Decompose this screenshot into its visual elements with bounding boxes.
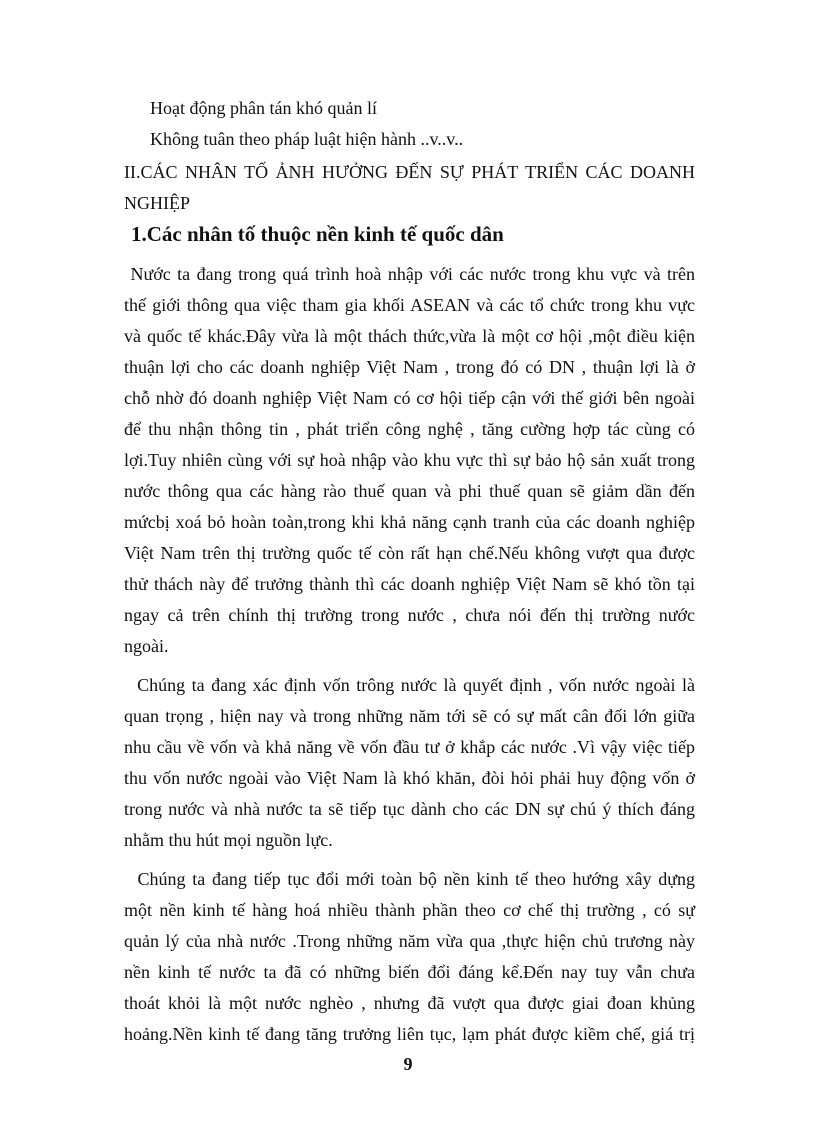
- paragraph-line: thuận lợi cho các doanh nghiệp Việt Nam , trong đó có DN , thuận lợi là ở: [124, 357, 695, 377]
- page-number: 9: [403, 1054, 413, 1074]
- paragraph-line: thu vốn nước ngoài vào Việt Nam là khó khăn, đòi hỏi phải huy động vốn ở: [124, 768, 695, 788]
- paragraph-line: ngay cả trên chính thị trường trong nước , chưa nói đến thị trường nước: [124, 605, 695, 625]
- section-heading-cont: NGHIỆP: [124, 193, 190, 213]
- section-heading: II.CÁC NHÂN TỐ ẢNH HƯỞNG ĐẾN SỰ PHÁT TRIỂN CÁC DOANH: [124, 162, 695, 182]
- paragraph-line: nước thông qua các hàng rào thuế quan và phi thuế quan sẽ giảm dần đến: [124, 481, 695, 501]
- paragraph-line: để thu nhận thông tin , phát triển công nghệ , tăng cường hợp tác cùng có: [124, 419, 695, 439]
- paragraph-line: thoát khỏi là một nước nghèo , nhưng đã vượt qua được giai đoan khủng: [124, 993, 695, 1013]
- bullet-item: Không tuân theo pháp luật hiện hành ..v..v..: [150, 129, 464, 149]
- paragraph-line: nhằm thu hút mọi nguồn lực.: [124, 830, 333, 850]
- bullet-item: Hoạt động phân tán khó quản lí: [150, 98, 377, 118]
- paragraph-line: quản lý của nhà nước .Trong những năm vừa qua ,thực hiện chủ trương này: [124, 931, 695, 951]
- paragraph-line: ngoài.: [124, 636, 169, 656]
- paragraph-line: quan trọng , hiện nay và trong những năm tới sẽ có sự mất cân đối lớn giữa: [124, 706, 695, 726]
- paragraph-line: nền kinh tế nước ta đã có những biến đổi đáng kể.Đến nay tuy vẫn chưa: [124, 962, 695, 982]
- paragraph-line: thử thách này để trưởng thành thì các doanh nghiệp Việt Nam sẽ khó tồn tại: [124, 574, 695, 594]
- paragraph-line: lợi.Tuy nhiên cùng với sự hoà nhập vào khu vực thì sự bảo hộ sản xuất trong: [124, 450, 695, 470]
- paragraph-line: Việt Nam trên thị trường quốc tế còn rất hạn chế.Nếu không vượt qua được: [124, 543, 695, 563]
- paragraph-line: Nước ta đang trong quá trình hoà nhập với các nước trong khu vực và trên: [124, 264, 695, 284]
- paragraph-line: thế giới thông qua việc tham gia khối ASEAN và các tổ chức trong khu vực: [124, 295, 695, 315]
- paragraph-line: trong nước và nhà nước ta sẽ tiếp tục dành cho các DN sự chú ý thích đáng: [124, 799, 695, 819]
- paragraph-line: một nền kinh tế hàng hoá nhiều thành phần theo cơ chế thị trường , có sự: [124, 900, 695, 920]
- paragraph-line: nhu cầu về vốn và khả năng về vốn đầu tư ở khắp các nước .Vì vậy việc tiếp: [124, 737, 695, 757]
- paragraph-line: hoảng.Nền kinh tế đang tăng trưởng liên tục, lạm phát được kiềm chế, giá trị: [124, 1024, 695, 1044]
- paragraph-line: Chúng ta đang tiếp tục đổi mới toàn bộ nền kinh tế theo hướng xây dựng: [124, 869, 695, 889]
- paragraph-line: chỗ nhờ đó doanh nghiệp Việt Nam có cơ hội tiếp cận với thế giới bên ngoài: [124, 388, 695, 408]
- paragraph-line: và quốc tế khác.Đây vừa là một thách thức,vừa là một cơ hội ,một điều kiện: [124, 326, 695, 346]
- subsection-heading: 1.Các nhân tố thuộc nền kinh tế quốc dân: [131, 222, 504, 246]
- paragraph-line: Chúng ta đang xác định vốn trông nước là quyết định , vốn nước ngoài là: [124, 675, 695, 695]
- paragraph-line: mứcbị xoá bỏ hoàn toàn,trong khi khả năng cạnh tranh của các doanh nghiệp: [124, 512, 695, 532]
